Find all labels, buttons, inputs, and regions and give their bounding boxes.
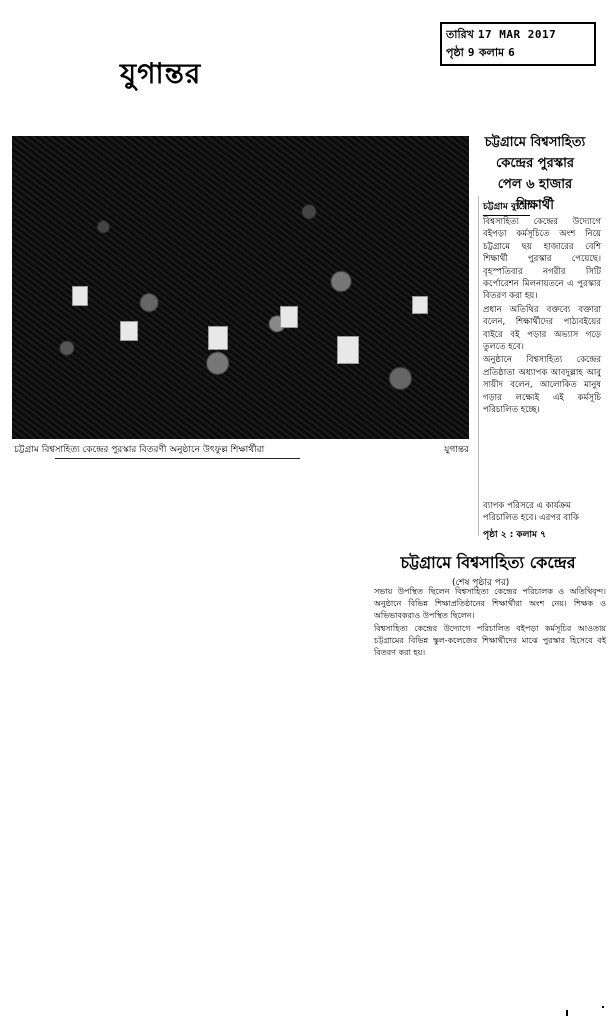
continuation-paragraph: সভায় উপস্থিত ছিলেন বিশ্বসাহিত্য কেন্দ্রের পরিচালক ও অতিথিবৃন্দ। অনুষ্ঠানে বিভিন্ন শিক্ষাপ্রতিষ্ঠানের শিক্ষার্থীরা অংশ নেয়। শিক্ষক ও অভিভাবকরাও উপস্থিত ছিলেন। bbox=[374, 587, 606, 621]
article-jump-reference: পৃষ্ঠা ২ : কলাম ৭ bbox=[483, 530, 547, 540]
newspaper-masthead: যুগান্তর bbox=[120, 57, 202, 90]
article-paragraph: প্রধান অতিথির বক্তব্যে বক্তারা বলেন, শিক্ষার্থীদের পাঠ্যবইয়ের বাইরে বই পড়ার অভ্যাস গড়ে তুলতে হবে। bbox=[483, 304, 601, 353]
headline-line: পেল ৬ হাজার bbox=[497, 177, 573, 192]
scan-speck bbox=[602, 1006, 604, 1008]
stamp-page-label: পৃষ্ঠা bbox=[446, 46, 464, 59]
column-divider bbox=[478, 196, 479, 536]
photo-placard bbox=[208, 326, 228, 350]
archive-date-stamp bbox=[440, 22, 596, 66]
photo-placard bbox=[412, 296, 428, 314]
photo-placard bbox=[280, 306, 298, 328]
photo-placard bbox=[120, 321, 138, 341]
continuation-body bbox=[374, 586, 606, 659]
photo-placard bbox=[72, 286, 88, 306]
photo-credit: যুগান্তর bbox=[444, 445, 469, 455]
stamp-column-value: 6 bbox=[508, 46, 516, 59]
headline-line: কেন্দ্রের পুরস্কার bbox=[495, 156, 575, 171]
continuation-headline: চট্টগ্রামে বিশ্বসাহিত্য কেন্দ্রের bbox=[400, 553, 576, 572]
article-body bbox=[483, 216, 601, 496]
photo-caption bbox=[14, 442, 469, 457]
news-photo-crowd bbox=[12, 136, 469, 439]
article-paragraph: বিশ্বসাহিত্য কেন্দ্রের উদ্যোগে বইপড়া কর্মসূচিতে অংশ নিয়ে চট্টগ্রামে ছয় হাজারের বেশি শিক্ষার্থী পুরস্কার পেয়েছে। বৃহস্পতিবার নগরীর সিটি কর্পোরেশন মিলনায়তনে এ পুরস্কার বিতরণ করা হয়। bbox=[483, 217, 601, 302]
scan-speck bbox=[566, 1010, 568, 1016]
stamp-date-label: তারিখ bbox=[446, 28, 474, 41]
stamp-column-label: কলাম bbox=[478, 46, 505, 59]
article-byline: চট্টগ্রাম ব্যুরো bbox=[483, 199, 530, 216]
stamp-date-value: 17 MAR 2017 bbox=[477, 28, 557, 41]
stamp-date-row bbox=[446, 26, 590, 44]
continuation-paragraph: বিশ্বসাহিত্য কেন্দ্রের উদ্যোগে পরিচালিত বইপড়া কর্মসূচির আওতায় চট্টগ্রামের বিভিন্ন স্কুল-কলেজের শিক্ষার্থীদের মাঝে পুরস্কার হিসেবে বই বিতরণ করা হয়। bbox=[374, 623, 606, 658]
headline-line: শিক্ষার্থী bbox=[516, 198, 554, 213]
photo-placard bbox=[337, 336, 359, 364]
article-jump-text: ব্যাপক পরিসরে এ কার্যক্রম পরিচালিত হবে। এরপর বাকি bbox=[483, 501, 579, 524]
stamp-page-row bbox=[446, 44, 590, 62]
article-paragraph: অনুষ্ঠানে বিশ্বসাহিত্য কেন্দ্রের প্রতিষ্ঠাতা অধ্যাপক আবদুল্লাহ আবু সায়ীদ বলেন, আলোকিত মানুষ গড়ার লক্ষ্যেই এই কর্মসূচি পরিচালিত হচ্ছে। bbox=[483, 355, 601, 416]
photo-caption-text: চট্টগ্রাম বিশ্বসাহিত্য কেন্দ্রের পুরস্কার বিতরণী অনুষ্ঠানে উৎফুল্ল শিক্ষার্থীরা bbox=[14, 445, 265, 455]
stamp-page-value: 9 bbox=[467, 46, 475, 59]
caption-underline bbox=[55, 458, 300, 459]
headline-line: চট্টগ্রামে বিশ্বসাহিত্য bbox=[484, 135, 586, 150]
continuation-subhead: (শেষ পৃষ্ঠার পর) bbox=[452, 578, 510, 588]
